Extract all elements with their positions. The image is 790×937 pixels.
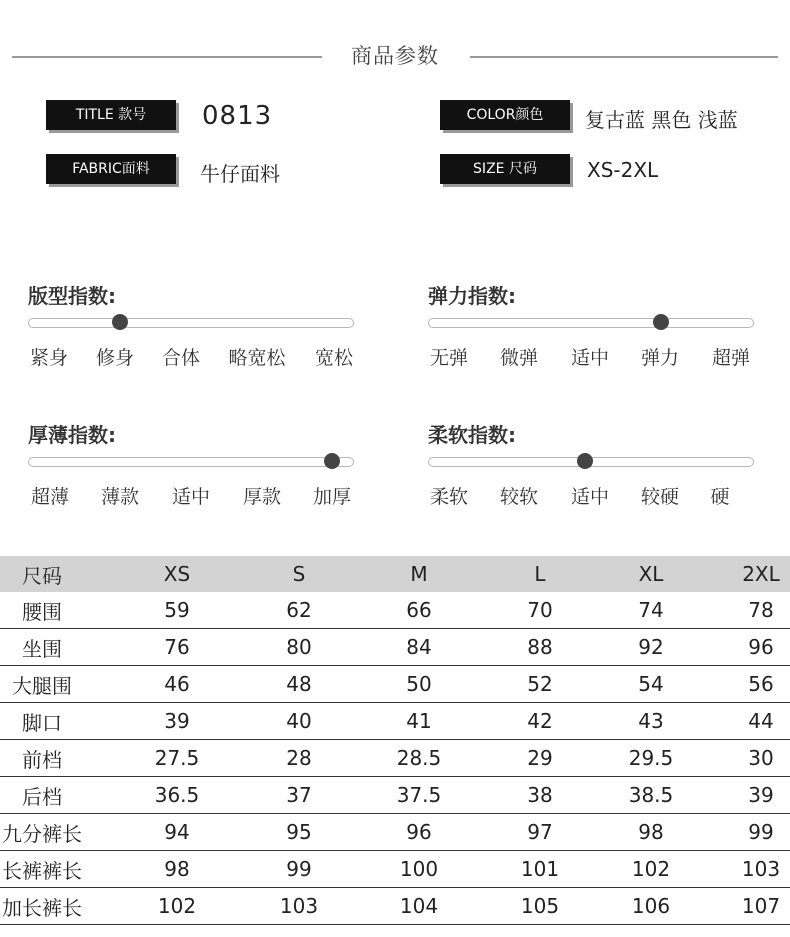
table-row xyxy=(0,740,790,777)
index-option: 柔软 xyxy=(429,486,469,508)
index-title: 版型指数: xyxy=(28,284,116,308)
index-option: 微弹 xyxy=(499,347,539,369)
value-cell: 2XL xyxy=(732,556,790,592)
index-option: 略宽松 xyxy=(228,347,286,369)
value-cell: 42 xyxy=(510,703,570,740)
index-option: 无弹 xyxy=(429,347,469,369)
value-cell: 29 xyxy=(510,740,570,777)
value-cell: 80 xyxy=(270,629,328,666)
size-tag: SIZE 尺码 xyxy=(440,154,570,184)
value-cell: 76 xyxy=(84,629,270,666)
value-cell: 41 xyxy=(328,703,510,740)
value-cell: 37 xyxy=(270,777,328,814)
value-cell: M xyxy=(328,556,510,592)
row-label-cell: 坐围 xyxy=(0,629,84,666)
value-cell: 102 xyxy=(84,888,270,925)
value-cell: 100 xyxy=(328,851,510,888)
table-row xyxy=(0,777,790,814)
index-option: 较软 xyxy=(499,486,539,508)
row-label-cell: 尺码 xyxy=(0,556,84,592)
index-track xyxy=(28,318,354,328)
value-cell: L xyxy=(510,556,570,592)
value-cell: 84 xyxy=(328,629,510,666)
value-cell: 96 xyxy=(328,814,510,851)
value-cell: 38 xyxy=(510,777,570,814)
value-cell: 98 xyxy=(84,851,270,888)
section-title: 商品参数 xyxy=(351,44,439,68)
title-tag: TITLE 款号 xyxy=(46,100,176,130)
index-option: 超薄 xyxy=(30,486,70,508)
value-cell: 88 xyxy=(510,629,570,666)
value-cell: 107 xyxy=(732,888,790,925)
value-cell: 27.5 xyxy=(84,740,270,777)
row-label-cell: 大腿围 xyxy=(0,666,84,703)
index-option: 紧身 xyxy=(29,347,69,369)
table-row xyxy=(0,703,790,740)
index-option: 厚款 xyxy=(242,486,282,508)
index-option: 适中 xyxy=(570,347,610,369)
value-cell: 92 xyxy=(570,629,732,666)
value-cell: 30 xyxy=(732,740,790,777)
row-label-cell: 长裤裤长 xyxy=(0,851,84,888)
value-cell: 37.5 xyxy=(328,777,510,814)
value-cell: 98 xyxy=(570,814,732,851)
value-cell: 50 xyxy=(328,666,510,703)
value-cell: 105 xyxy=(510,888,570,925)
table-header-row xyxy=(0,556,790,592)
value-cell: XL xyxy=(570,556,732,592)
index-option: 适中 xyxy=(570,486,610,508)
value-cell: 62 xyxy=(270,592,328,629)
value-cell: 103 xyxy=(270,888,328,925)
value-cell: 96 xyxy=(732,629,790,666)
table-row xyxy=(0,629,790,666)
value-cell: S xyxy=(270,556,328,592)
row-label-cell: 加长裤长 xyxy=(0,888,84,925)
row-label-cell: 腰围 xyxy=(0,592,84,629)
index-option: 弹力 xyxy=(640,347,680,369)
value-cell: 102 xyxy=(570,851,732,888)
color-value: 复古蓝 黑色 浅蓝 xyxy=(585,108,738,132)
header-line-left xyxy=(12,56,322,58)
index-title: 厚薄指数: xyxy=(28,423,116,447)
index-knob xyxy=(653,314,669,330)
value-cell: 101 xyxy=(510,851,570,888)
value-cell: 54 xyxy=(570,666,732,703)
index-option: 宽松 xyxy=(314,347,354,369)
table-row xyxy=(0,851,790,888)
table-row xyxy=(0,666,790,703)
value-cell: 29.5 xyxy=(570,740,732,777)
value-cell: 52 xyxy=(510,666,570,703)
value-cell: 46 xyxy=(84,666,270,703)
value-cell: 59 xyxy=(84,592,270,629)
index-option: 超弹 xyxy=(711,347,751,369)
value-cell: 39 xyxy=(732,777,790,814)
value-cell: 99 xyxy=(732,814,790,851)
index-knob xyxy=(577,453,593,469)
value-cell: 28.5 xyxy=(328,740,510,777)
size-table xyxy=(0,556,790,925)
row-label-cell: 九分裤长 xyxy=(0,814,84,851)
table-row xyxy=(0,888,790,925)
value-cell: 38.5 xyxy=(570,777,732,814)
value-cell: 99 xyxy=(270,851,328,888)
value-cell: 104 xyxy=(328,888,510,925)
index-option: 薄款 xyxy=(100,486,140,508)
value-cell: 78 xyxy=(732,592,790,629)
fabric-value: 牛仔面料 xyxy=(200,162,280,186)
table-row xyxy=(0,592,790,629)
title-value: 0813 xyxy=(202,101,273,131)
value-cell: 106 xyxy=(570,888,732,925)
value-cell: 44 xyxy=(732,703,790,740)
index-option: 适中 xyxy=(171,486,211,508)
color-tag: COLOR颜色 xyxy=(440,100,570,130)
value-cell: 28 xyxy=(270,740,328,777)
index-option: 硬 xyxy=(710,486,730,508)
value-cell: 94 xyxy=(84,814,270,851)
value-cell: XS xyxy=(84,556,270,592)
index-option: 合体 xyxy=(161,347,201,369)
value-cell: 43 xyxy=(570,703,732,740)
index-knob xyxy=(324,453,340,469)
value-cell: 56 xyxy=(732,666,790,703)
value-cell: 36.5 xyxy=(84,777,270,814)
value-cell: 97 xyxy=(510,814,570,851)
index-option: 修身 xyxy=(95,347,135,369)
index-track xyxy=(28,457,354,467)
size-value: XS-2XL xyxy=(587,158,659,182)
header-line-right xyxy=(470,56,778,58)
row-label-cell: 前档 xyxy=(0,740,84,777)
value-cell: 103 xyxy=(732,851,790,888)
value-cell: 48 xyxy=(270,666,328,703)
index-title: 柔软指数: xyxy=(428,423,516,447)
value-cell: 70 xyxy=(510,592,570,629)
index-option: 加厚 xyxy=(312,486,352,508)
row-label-cell: 脚口 xyxy=(0,703,84,740)
value-cell: 39 xyxy=(84,703,270,740)
index-option: 较硬 xyxy=(640,486,680,508)
index-track xyxy=(428,318,754,328)
value-cell: 95 xyxy=(270,814,328,851)
table-row xyxy=(0,814,790,851)
value-cell: 66 xyxy=(328,592,510,629)
value-cell: 74 xyxy=(570,592,732,629)
value-cell: 40 xyxy=(270,703,328,740)
fabric-tag: FABRIC面料 xyxy=(46,154,176,184)
index-title: 弹力指数: xyxy=(428,284,516,308)
row-label-cell: 后档 xyxy=(0,777,84,814)
